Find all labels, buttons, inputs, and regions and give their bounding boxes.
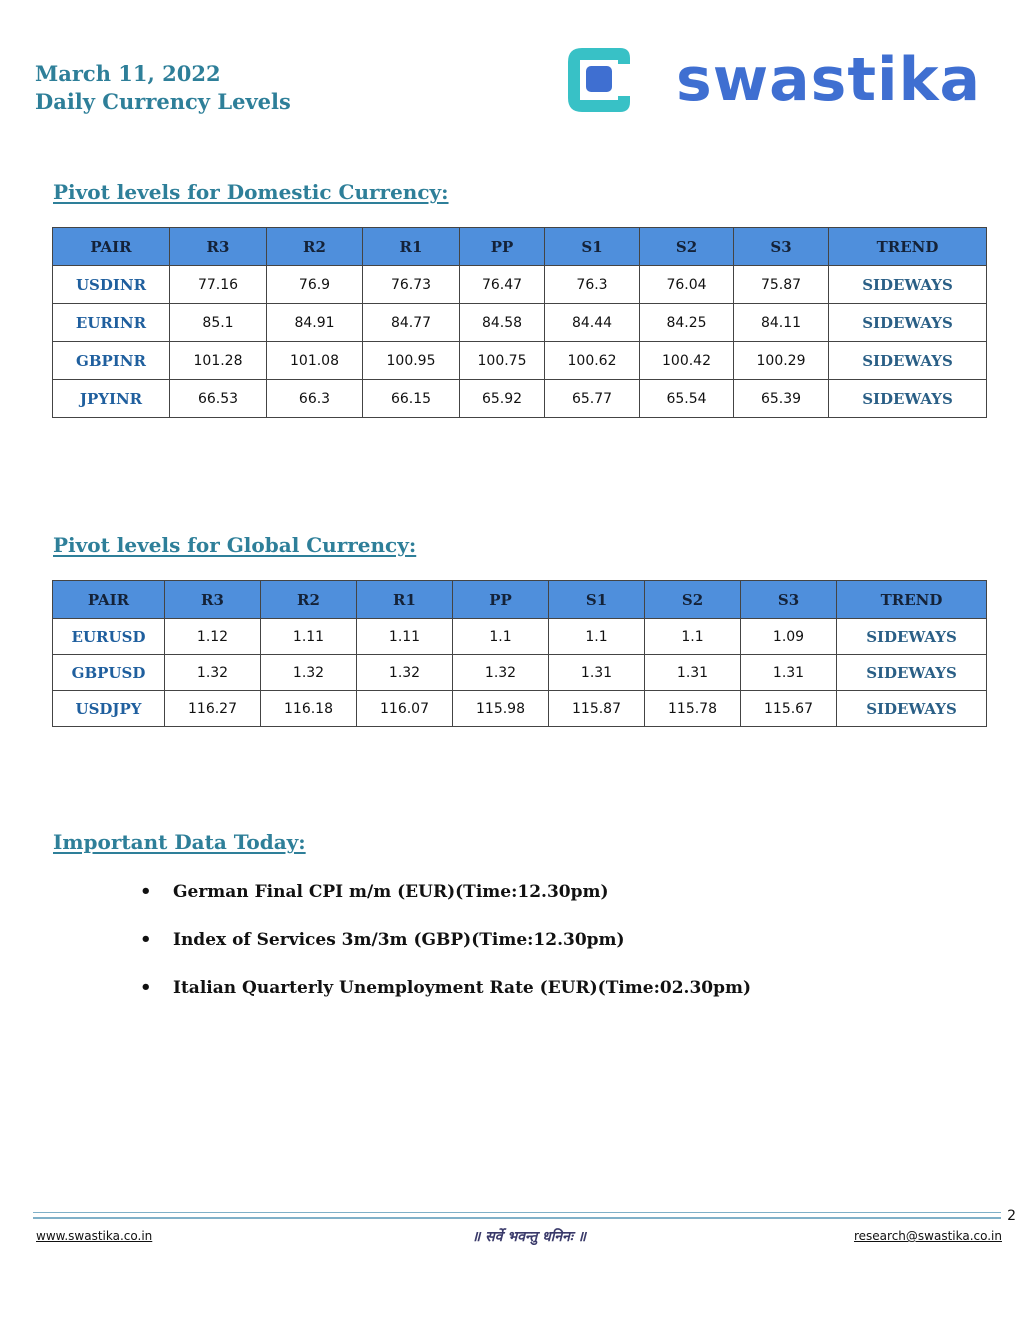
report-date: March 11, 2022 [35,61,221,86]
column-header: R2 [261,581,357,619]
s3-cell: 65.39 [734,380,829,418]
pp-cell: 100.75 [460,342,545,380]
s2-cell: 100.42 [640,342,734,380]
global-section-title: Pivot levels for Global Currency: [53,533,417,557]
column-header: PAIR [53,228,170,266]
trend-cell: SIDEWAYS [837,655,987,691]
trend-cell: SIDEWAYS [837,691,987,727]
trend-cell: SIDEWAYS [837,619,987,655]
table-row [53,342,987,380]
s1-cell: 115.87 [549,691,645,727]
list-item: • Italian Quarterly Unemployment Rate (EUR)(Time:02.30pm) [140,978,751,998]
pp-cell: 115.98 [453,691,549,727]
s2-cell: 1.31 [645,655,741,691]
table-header-row [53,228,987,266]
table-row [53,380,987,418]
trend-cell: SIDEWAYS [829,342,987,380]
report-header [35,60,291,116]
column-header: R1 [357,581,453,619]
column-header: R1 [363,228,460,266]
pp-cell: 76.47 [460,266,545,304]
r1-cell: 76.73 [363,266,460,304]
s2-cell: 1.1 [645,619,741,655]
column-header: R2 [267,228,363,266]
r3-cell: 101.28 [170,342,267,380]
r2-cell: 66.3 [267,380,363,418]
s3-cell: 1.31 [741,655,837,691]
pp-cell: 84.58 [460,304,545,342]
logo-mark-icon [560,42,636,118]
table-header-row [53,581,987,619]
r1-cell: 1.32 [357,655,453,691]
r2-cell: 116.18 [261,691,357,727]
r3-cell: 77.16 [170,266,267,304]
domestic-section-title: Pivot levels for Domestic Currency: [53,180,449,204]
r1-cell: 66.15 [363,380,460,418]
pp-cell: 1.32 [453,655,549,691]
trend-cell: SIDEWAYS [829,380,987,418]
r3-cell: 85.1 [170,304,267,342]
r1-cell: 100.95 [363,342,460,380]
table-row [53,619,987,655]
list-item: • German Final CPI m/m (EUR)(Time:12.30pm) [140,882,751,902]
pair-cell: EURINR [53,304,170,342]
email-link[interactable]: research@swastika.co.in [853,1229,1002,1243]
column-header: S1 [549,581,645,619]
column-header: TREND [837,581,987,619]
pair-cell: JPYINR [53,380,170,418]
s2-cell: 115.78 [645,691,741,727]
r1-cell: 84.77 [363,304,460,342]
list-item: • Index of Services 3m/3m (GBP)(Time:12.30pm) [140,930,751,950]
s3-cell: 100.29 [734,342,829,380]
s1-cell: 100.62 [545,342,640,380]
r3-cell: 66.53 [170,380,267,418]
s2-cell: 76.04 [640,266,734,304]
website-link[interactable]: www.swastika.co.in [36,1229,153,1243]
r2-cell: 84.91 [267,304,363,342]
table-row [53,691,987,727]
r2-cell: 101.08 [267,342,363,380]
s3-cell: 75.87 [734,266,829,304]
s3-cell: 115.67 [741,691,837,727]
r1-cell: 1.11 [357,619,453,655]
swastika-logo [560,40,1005,120]
s3-cell: 1.09 [741,619,837,655]
pair-cell: GBPINR [53,342,170,380]
report-subtitle: Daily Currency Levels [35,89,291,114]
r3-cell: 1.12 [165,619,261,655]
footer-motto: ॥ सर्वे भवन्तु धनिनः ॥ [472,1229,587,1245]
column-header: R3 [170,228,267,266]
r2-cell: 76.9 [267,266,363,304]
column-header: PP [453,581,549,619]
column-header: S2 [640,228,734,266]
column-header: S2 [645,581,741,619]
important-data-title: Important Data Today: [53,830,306,854]
column-header: TREND [829,228,987,266]
s2-cell: 84.25 [640,304,734,342]
s1-cell: 76.3 [545,266,640,304]
s3-cell: 84.11 [734,304,829,342]
s1-cell: 1.31 [549,655,645,691]
column-header: PAIR [53,581,165,619]
column-header: R3 [165,581,261,619]
r2-cell: 1.11 [261,619,357,655]
s1-cell: 1.1 [549,619,645,655]
table-row [53,266,987,304]
domestic-pivot-table [52,227,987,418]
s1-cell: 84.44 [545,304,640,342]
table-row [53,304,987,342]
s1-cell: 65.77 [545,380,640,418]
r3-cell: 116.27 [165,691,261,727]
trend-cell: SIDEWAYS [829,266,987,304]
column-header: S3 [734,228,829,266]
r1-cell: 116.07 [357,691,453,727]
pair-cell: GBPUSD [53,655,165,691]
column-header: S3 [741,581,837,619]
column-header: PP [460,228,545,266]
pair-cell: USDINR [53,266,170,304]
logo-wordmark: swastika [676,45,981,115]
important-data-list [140,882,751,1026]
footer-divider [33,1212,1001,1219]
s2-cell: 65.54 [640,380,734,418]
global-pivot-table [52,580,987,727]
pp-cell: 65.92 [460,380,545,418]
pair-cell: EURUSD [53,619,165,655]
column-header: S1 [545,228,640,266]
pair-cell: USDJPY [53,691,165,727]
pp-cell: 1.1 [453,619,549,655]
trend-cell: SIDEWAYS [829,304,987,342]
page-number: 2 [1007,1208,1016,1224]
r2-cell: 1.32 [261,655,357,691]
r3-cell: 1.32 [165,655,261,691]
table-row [53,655,987,691]
